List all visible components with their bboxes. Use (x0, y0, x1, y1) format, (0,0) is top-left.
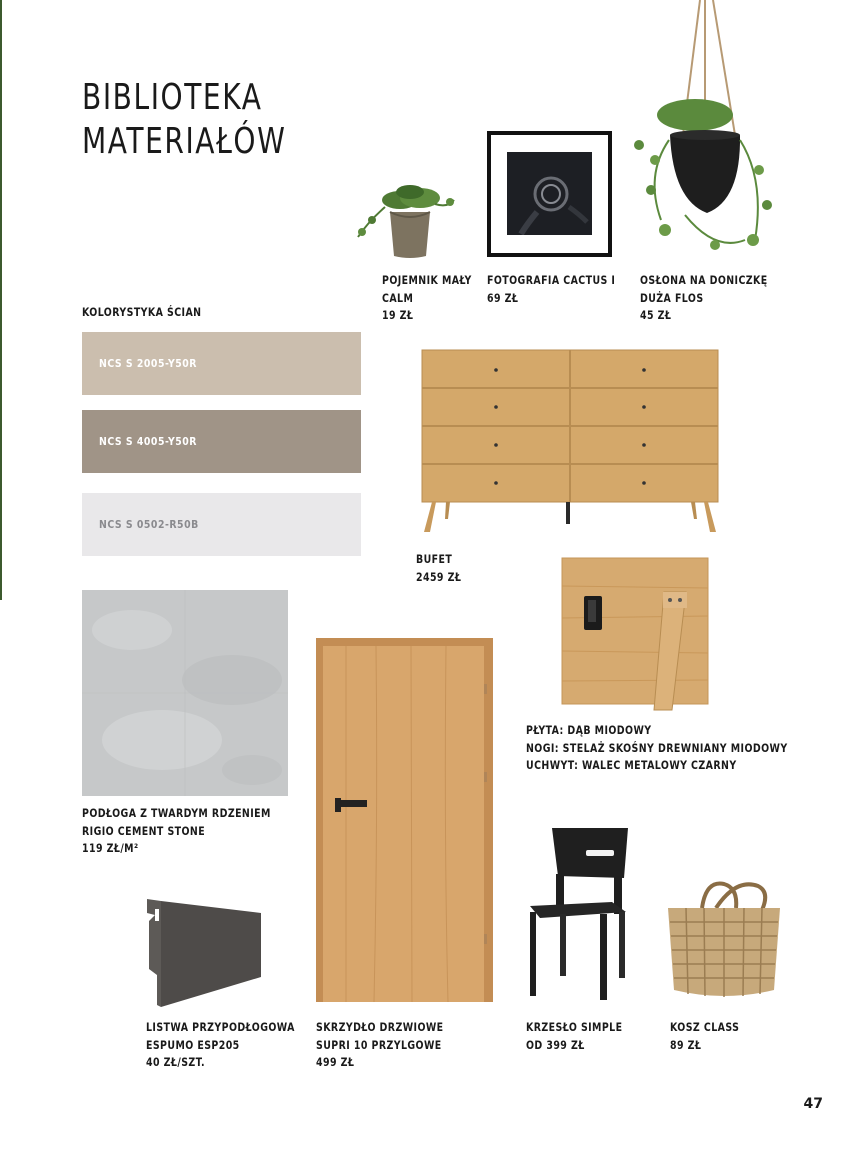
hanger-model: DUŻA FLOS (640, 290, 704, 305)
hanger-price: 45 ZŁ (640, 308, 672, 322)
door-price: 499 ZŁ (316, 1055, 355, 1069)
sideboard-image (408, 344, 726, 540)
hanging-planter-image (625, 0, 780, 258)
photo-caption (487, 272, 615, 307)
basket-image (666, 878, 782, 1002)
chair-image (526, 826, 632, 1002)
board-legs: NOGI: STELAŻ SKOŚNY DREWNIANY MIODOWY (526, 740, 788, 755)
skirting-name: LISTWA PRZYPODŁOGOWA (146, 1020, 295, 1034)
pot-price: 19 ZŁ (382, 308, 414, 322)
board-top: PŁYTA: DĄB MIODOWY (526, 723, 652, 737)
hanger-caption (640, 272, 768, 325)
pot-model: CALM (382, 290, 414, 305)
board-caption (526, 722, 788, 775)
door-model: SUPRI 10 PRZYLGOWE (316, 1037, 442, 1052)
hanger-name: OSŁONA NA DONICZKĘ (640, 273, 768, 287)
chair-caption (526, 1019, 622, 1054)
floor-price: 119 ZŁ/M² (82, 841, 139, 855)
skirting-model: ESPUMO ESP205 (146, 1037, 240, 1052)
photo-price: 69 ZŁ (487, 290, 519, 305)
page-title (82, 76, 286, 164)
floor-model: RIGIO CEMENT STONE (82, 823, 206, 838)
door-name: SKRZYDŁO DRZWIOWE (316, 1020, 444, 1034)
wall-swatch-1 (82, 332, 361, 395)
walls-heading: KOLORYSTYKA ŚCIAN (82, 305, 202, 319)
photo-frame-image (487, 131, 612, 257)
wall-swatch-2-code: NCS S 4005-Y50R (99, 435, 198, 448)
chair-price: OD 399 ZŁ (526, 1037, 585, 1052)
wall-swatch-3-code: NCS S 0502-R50B (99, 518, 199, 531)
photo-name: FOTOGRAFIA CACTUS I (487, 273, 616, 287)
basket-price: 89 ZŁ (670, 1037, 702, 1052)
skirting-price: 40 ZŁ/SZT. (146, 1055, 206, 1069)
door-image (316, 638, 493, 1002)
board-sample-image (560, 556, 712, 714)
basket-name: KOSZ CLASS (670, 1020, 740, 1034)
door-caption (316, 1019, 444, 1072)
page-edge-strip (0, 0, 2, 600)
board-handle: UCHWYT: WALEC METALOWY CZARNY (526, 758, 737, 772)
title-line-2: MATERIAŁÓW (82, 121, 287, 162)
skirting-caption (146, 1019, 295, 1072)
wall-swatch-3 (82, 493, 361, 556)
basket-caption (670, 1019, 739, 1054)
floor-tile-image (82, 590, 288, 796)
wall-swatch-1-code: NCS S 2005-Y50R (99, 357, 198, 370)
pot-image (350, 182, 460, 262)
wall-swatch-2 (82, 410, 361, 473)
page-number: 47 (803, 1096, 823, 1112)
skirting-image (143, 895, 263, 1007)
sideboard-price: 2459 ZŁ (416, 569, 462, 584)
floor-name: PODŁOGA Z TWARDYM RDZENIEM (82, 806, 271, 820)
sideboard-caption (416, 551, 461, 586)
sideboard-name: BUFET (416, 552, 453, 566)
chair-name: KRZESŁO SIMPLE (526, 1020, 623, 1034)
title-line-1: BIBLIOTEKA (82, 77, 263, 118)
pot-caption (382, 272, 472, 325)
pot-name: POJEMNIK MAŁY (382, 273, 472, 287)
floor-caption (82, 805, 271, 858)
